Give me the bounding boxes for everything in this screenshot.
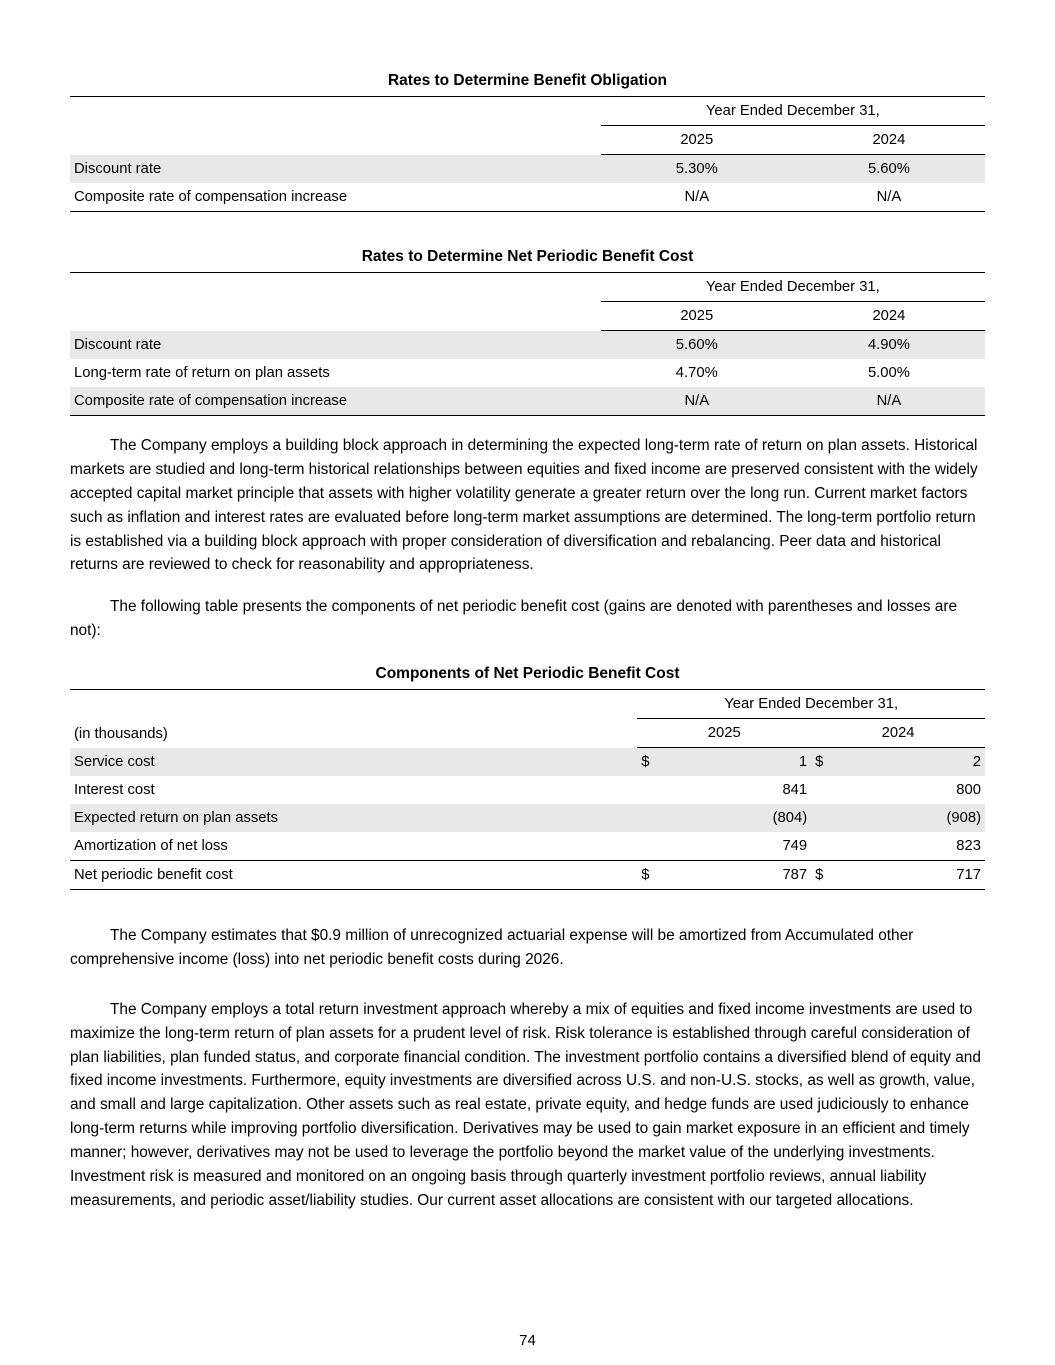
currency-symbol xyxy=(637,776,674,804)
table-row xyxy=(70,387,985,416)
table-1 xyxy=(70,96,985,212)
table-3-block xyxy=(70,665,985,890)
row-value-2025: 1 xyxy=(798,754,808,770)
currency-symbol xyxy=(811,804,848,832)
paragraph-table-intro xyxy=(70,595,985,643)
row-label: Net periodic benefit cost xyxy=(70,861,637,890)
row-value-2025: N/A xyxy=(601,183,793,212)
currency-symbol: $ xyxy=(641,754,650,770)
empty-cell xyxy=(70,97,601,126)
currency-symbol xyxy=(637,804,674,832)
row-value-2024: N/A xyxy=(793,387,985,416)
row-label: Composite rate of compensation increase xyxy=(70,183,601,212)
table-row xyxy=(70,331,985,360)
row-value-2024: 5.00% xyxy=(867,365,910,381)
row-label: Interest cost xyxy=(74,782,155,798)
row-label: Discount rate xyxy=(74,161,162,177)
row-label: Composite rate of compensation increase xyxy=(70,387,601,416)
units-label: (in thousands) xyxy=(74,725,168,742)
row-value-2024: 2 xyxy=(972,754,981,770)
table-3-caption: Components of Net Periodic Benefit Cost xyxy=(375,665,680,682)
row-label: Expected return on plan assets xyxy=(74,810,278,826)
row-label: Long-term rate of return on plan assets xyxy=(74,365,330,381)
row-value-2025: 841 xyxy=(782,782,808,798)
row-label: Discount rate xyxy=(74,337,162,353)
currency-symbol: $ xyxy=(811,861,848,890)
row-label: Amortization of net loss xyxy=(70,832,637,861)
table-row xyxy=(70,748,985,777)
row-value-2024: 823 xyxy=(848,832,985,861)
table-row xyxy=(70,155,985,184)
table-row xyxy=(70,690,985,719)
spacer xyxy=(70,643,985,665)
table-2 xyxy=(70,272,985,416)
table-1-block xyxy=(70,72,985,212)
table-row xyxy=(70,183,985,212)
row-value-2025: N/A xyxy=(601,387,793,416)
empty-cell xyxy=(70,690,637,719)
period-header: Year Ended December 31, xyxy=(601,97,985,126)
table-2-caption: Rates to Determine Net Periodic Benefit Cost xyxy=(361,248,694,265)
table-row xyxy=(70,273,985,302)
currency-symbol: $ xyxy=(637,861,674,890)
period-header: Year Ended December 31, xyxy=(637,690,985,719)
empty-cell xyxy=(70,126,601,155)
currency-symbol: $ xyxy=(815,754,824,770)
currency-symbol xyxy=(637,832,674,861)
spacer xyxy=(70,212,985,248)
table-row xyxy=(70,97,985,126)
column-header-year: 2025 xyxy=(637,719,811,748)
table-row xyxy=(70,359,985,387)
column-header-year: 2024 xyxy=(811,719,985,748)
table-row xyxy=(70,804,985,832)
table-row xyxy=(70,776,985,804)
paragraph-text: The Company estimates that $0.9 million of unrecognized actuarial expense will be amortized from Accumulated other comprehensive income (loss) into net periodic benefit costs during 2026. xyxy=(70,927,914,968)
paragraph-text: The Company employs a total return investment approach whereby a mix of equities and fixed income investments are used to maximize the long-term return of plan assets for a prudent level of risk. Risk tolerance is established through careful consideration of plan liabilities, plan funded status, and corporate financial condition. The investment portfolio contains a diversified blend of equity and fixed income investments. Furthermore, equity investments are diversified across U.S. and non-U.S. stocks, as well as growth, value, and small and large capitalization. Other assets such as real estate, private equity, and hedge funds are used judiciously to enhance long-term returns while improving portfolio diversification. Derivatives may be used to gain market exposure in an efficient and timely manner; however, derivatives may not be used to leverage the portfolio beyond the market value of the underlying investments. Investment risk is measured and monitored on an ongoing basis through quarterly investment portfolio reviews, annual liability measurements, and periodic asset/liability studies. Our current asset allocations are consistent with our targeted allocations. xyxy=(70,1000,981,1209)
row-value-2024: 5.60% xyxy=(867,161,910,177)
paragraph-text: The Company employs a building block approach in determining the expected long-term rate of return on plan assets. Historical markets are studied and long-term historical relationships between equities and fixed income are preserved consistent with the widely accepted capital market principle that assets with higher volatility generate a greater return over the long run. Current market factors such as inflation and interest rates are evaluated before long-term market assumptions are determined. The long-term portfolio return is established via a building block approach with proper consideration of diversification and rebalancing. Peer data and historical returns are reviewed to check for reasonability and appropriateness. xyxy=(70,437,978,574)
row-value-2024: 4.90% xyxy=(867,337,910,353)
column-header-year: 2025 xyxy=(601,302,793,331)
column-header-year: 2024 xyxy=(793,126,985,155)
table-row xyxy=(70,126,985,155)
column-header-year: 2024 xyxy=(793,302,985,331)
currency-symbol xyxy=(811,832,848,861)
table-row xyxy=(70,302,985,331)
row-value-2025: 4.70% xyxy=(675,365,718,381)
row-value-2024: N/A xyxy=(793,183,985,212)
row-value-2025: 5.60% xyxy=(675,337,718,353)
empty-cell xyxy=(70,273,601,302)
row-value-2025: 5.30% xyxy=(675,161,718,177)
row-value-2025: 749 xyxy=(674,832,811,861)
paragraph-investment-approach xyxy=(70,998,985,1213)
period-header: Year Ended December 31, xyxy=(601,273,985,302)
table-row xyxy=(70,832,985,861)
table-row xyxy=(70,719,985,748)
column-header-year: 2025 xyxy=(601,126,793,155)
page-number: 74 xyxy=(519,1332,536,1349)
empty-cell xyxy=(70,302,601,331)
table-2-block xyxy=(70,248,985,416)
row-label: Service cost xyxy=(74,754,155,770)
paragraph-actuarial-expense xyxy=(70,924,985,972)
table-3 xyxy=(70,689,985,890)
row-value-2025: 787 xyxy=(674,861,811,890)
currency-symbol xyxy=(811,776,848,804)
paragraph-building-block-approach xyxy=(70,434,985,577)
table-1-caption: Rates to Determine Benefit Obligation xyxy=(387,72,668,89)
paragraph-text: The following table presents the components of net periodic benefit cost (gains are denoted with parentheses and losses are not): xyxy=(70,598,958,640)
row-value-2024: 717 xyxy=(848,861,985,890)
table-row-total xyxy=(70,861,985,890)
row-value-2024: (908) xyxy=(946,810,981,826)
row-value-2024: 800 xyxy=(956,782,981,798)
row-value-2025: (804) xyxy=(772,810,808,826)
